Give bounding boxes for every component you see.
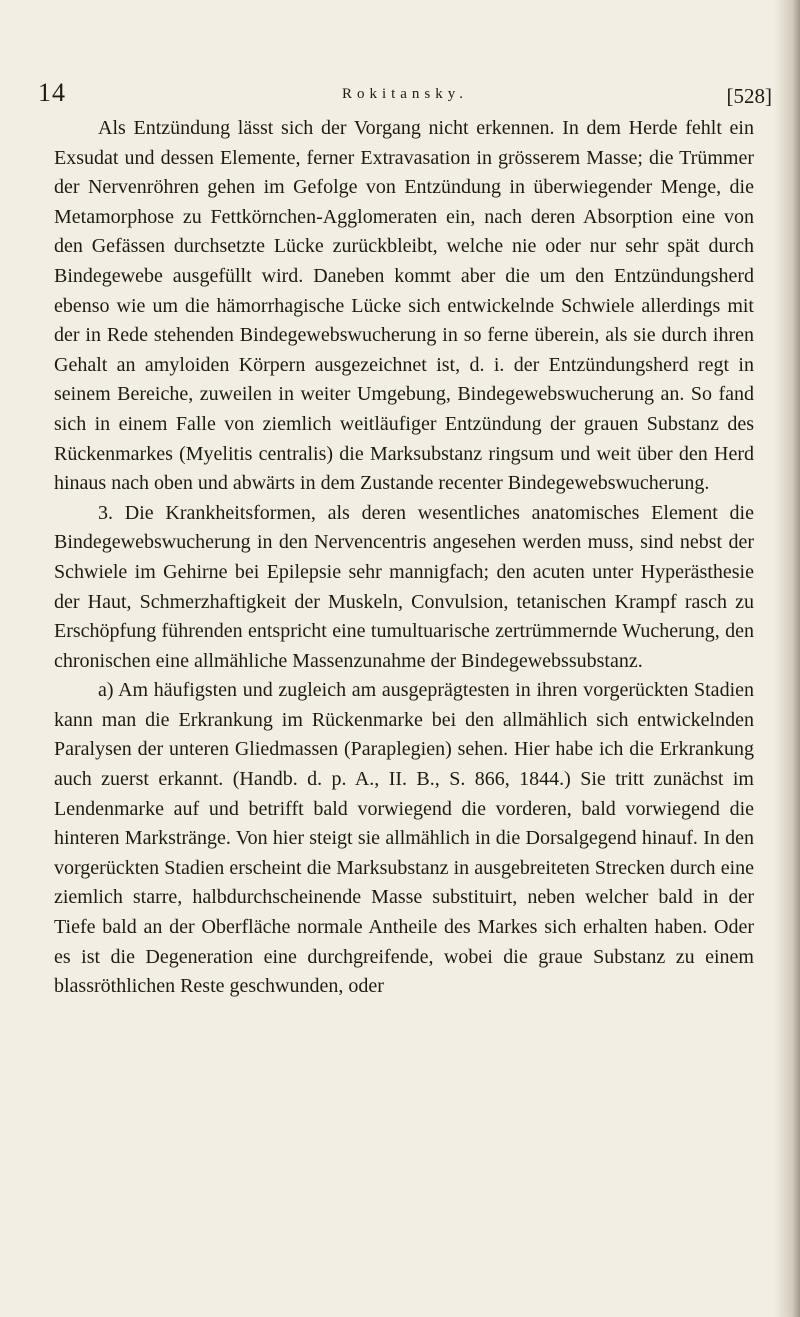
body-text — [54, 114, 754, 1002]
page-header — [38, 78, 772, 112]
page-number: 14 — [38, 78, 66, 107]
paragraph-3: a) Am häufigsten und zugleich am ausgeprägtesten in ihren vorgerückten Stadien kann man die Erkrankung im Rückenmarke bei den allmählich sich entwickelnden Paralysen der unteren Gliedmassen (Paraplegien) sehen. Hier habe ich die Erkrankung auch zuerst erkannt. (Handb. d. p. A., II. B., S. 866, 1844.) Sie tritt zunächst im Lendenmarke auf und betrifft bald vorwiegend die vorderen, bald vorwiegend die hinteren Markstränge. Von hier steigt sie allmählich in die Dorsalgegend hinauf. In den vorgerückten Stadien erscheint die Marksubstanz in ausgebreiteten Strecken durch eine ziemlich starre, halbdurchscheinende Masse substituirt, neben welcher bald in der Tiefe bald an der Oberfläche normale Antheile des Markes sich erhalten haben. Oder es ist die Degeneration eine durchgreifende, wobei die graue Substanz zu einem blassröthlichen Reste geschwunden, oder — [54, 679, 754, 998]
page-edge-shadow — [774, 0, 800, 1317]
paragraph-2: 3. Die Krankheitsformen, als deren wesentliches anatomisches Element die Bindegewebswucherung in den Nervencentris angesehen werden muss, sind nebst der Schwiele im Gehirne bei Epilepsie sehr mannigfach; den acuten unter Hyperästhesie der Haut, Schmerzhaftigkeit der Muskeln, Convulsion, tetanischen Krampf rasch zu Erschöpfung führenden entspricht eine tumultuarische zertrümmernde Wucherung, den chronischen eine allmähliche Massenzunahme der Bindegewebssubstanz. — [54, 501, 754, 672]
running-head: Rokitansky. — [341, 86, 469, 102]
paragraph-1: Als Entzündung lässt sich der Vorgang nicht erkennen. In dem Herde fehlt ein Exsudat und dessen Elemente, ferner Extravasation in grösserem Masse; die Trümmer der Nervenröhren gehen im Gefolge von Entzündung in überwiegender Menge, die Metamorphose zu Fettkörnchen-Agglomeraten ein, nach deren Absorption eine von den Gefässen durchsetzte Lücke zurückbleibt, welche nie oder nur sehr spät durch Bindegewebe ausgefüllt wird. Daneben kommt aber die um den Entzündungsherd ebenso wie um die hämorrhagische Lücke sich entwickelnde Schwiele allerdings mit der in Rede stehenden Bindegewebswucherung in so ferne überein, als sie durch ihren Gehalt an amyloiden Körpern ausgezeichnet ist, d. i. der Entzündungsherd regt in seinem Bereiche, zuweilen in weiter Umgebung, Bindegewebswucherung an. So fand sich in einem Falle von ziemlich weitläufiger Entzündung der grauen Substanz des Rückenmarkes (Myelitis centralis) die Marksubstanz ringsum und weit über den Herd hinaus nach oben und abwärts in dem Zustande recenter Bindegewebswucherung. — [54, 117, 754, 495]
original-page-reference: [528] — [726, 84, 772, 108]
